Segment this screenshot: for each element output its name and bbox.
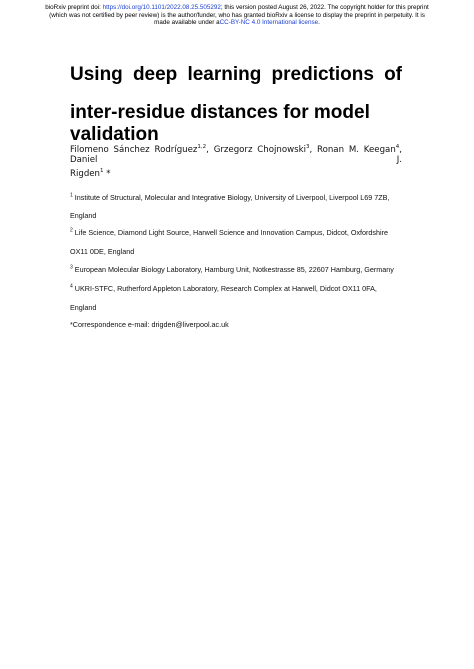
affiliation-1-cont: England xyxy=(70,211,97,220)
author-affil-sup: 1,2 xyxy=(197,144,207,151)
affiliation-2-cont: OX11 0DE, England xyxy=(70,247,135,256)
header-suffix: ; this version posted August 26, 2022. The copyright holder for this preprint xyxy=(220,4,429,11)
header-line-2: (which was not certified by peer review) is the author/funder, who has granted bioRxiv a license to display the preprint in perpetuity. It is xyxy=(49,11,425,19)
paper-title-line-2: inter-residue distances for model validation xyxy=(70,102,370,145)
affiliation-2 xyxy=(70,228,410,237)
affiliation-text: UKRI-STFC, Rutherford Appleton Laboratory, Research Complex at Harwell, Didcot OX11 0FA, xyxy=(74,284,377,293)
author-name: , Daniel J. xyxy=(70,145,402,165)
author-list-line-2 xyxy=(70,169,402,179)
author-list-line-1 xyxy=(70,145,402,165)
header-line-1 xyxy=(0,4,474,12)
affiliation-number: 3 xyxy=(70,264,73,271)
author-name: Filomeno Sánchez Rodríguez xyxy=(70,145,198,155)
affiliation-4 xyxy=(70,284,410,293)
doi-link[interactable]: https://doi.org/10.1101/2022.08.25.505292 xyxy=(102,4,221,11)
author-affil-sup: 3 xyxy=(305,144,310,151)
affiliation-3 xyxy=(70,265,410,274)
affiliation-4-cont: England xyxy=(70,303,97,312)
affiliation-1 xyxy=(70,193,410,202)
title-word: predictions xyxy=(271,64,374,85)
author-affil-sup: 1 xyxy=(100,168,104,175)
title-word: Using xyxy=(70,64,123,85)
author-name: , Grzegorz Chojnowski xyxy=(206,145,306,155)
correspondence-email: *Correspondence e-mail: drigden@liverpool.ac.uk xyxy=(70,320,229,329)
affiliation-number: 4 xyxy=(70,283,73,290)
affiliation-number: 1 xyxy=(70,192,73,199)
header-prefix: bioRxiv preprint doi: xyxy=(45,4,103,11)
license-suffix: . xyxy=(318,19,320,27)
title-word: of xyxy=(384,64,403,85)
affiliation-text: Life Science, Diamond Light Source, Harwell Science and Innovation Campus, Didcot, Oxfordshire xyxy=(74,228,388,237)
author-affil-sup: 4 xyxy=(395,144,400,151)
affiliation-text: Institute of Structural, Molecular and Integrative Biology, University of Liverpool, Liverpool L69 7ZB, xyxy=(74,193,390,202)
title-word: learning xyxy=(187,64,262,85)
corresponding-mark: * xyxy=(103,169,111,179)
license-prefix: made available under a xyxy=(154,19,220,27)
preprint-header xyxy=(0,4,474,27)
paper-title-line-1 xyxy=(70,64,402,86)
title-word: deep xyxy=(132,64,178,85)
author-name: Rigden xyxy=(70,169,101,179)
header-line-3 xyxy=(0,19,474,27)
affiliation-text: European Molecular Biology Laboratory, Hamburg Unit, Notkestrasse 85, 22607 Hamburg, Germany xyxy=(74,265,394,274)
author-name: , Ronan M. Keegan xyxy=(309,145,396,155)
affiliation-number: 2 xyxy=(70,227,73,234)
license-link[interactable]: CC-BY-NC 4.0 International license xyxy=(219,19,319,27)
